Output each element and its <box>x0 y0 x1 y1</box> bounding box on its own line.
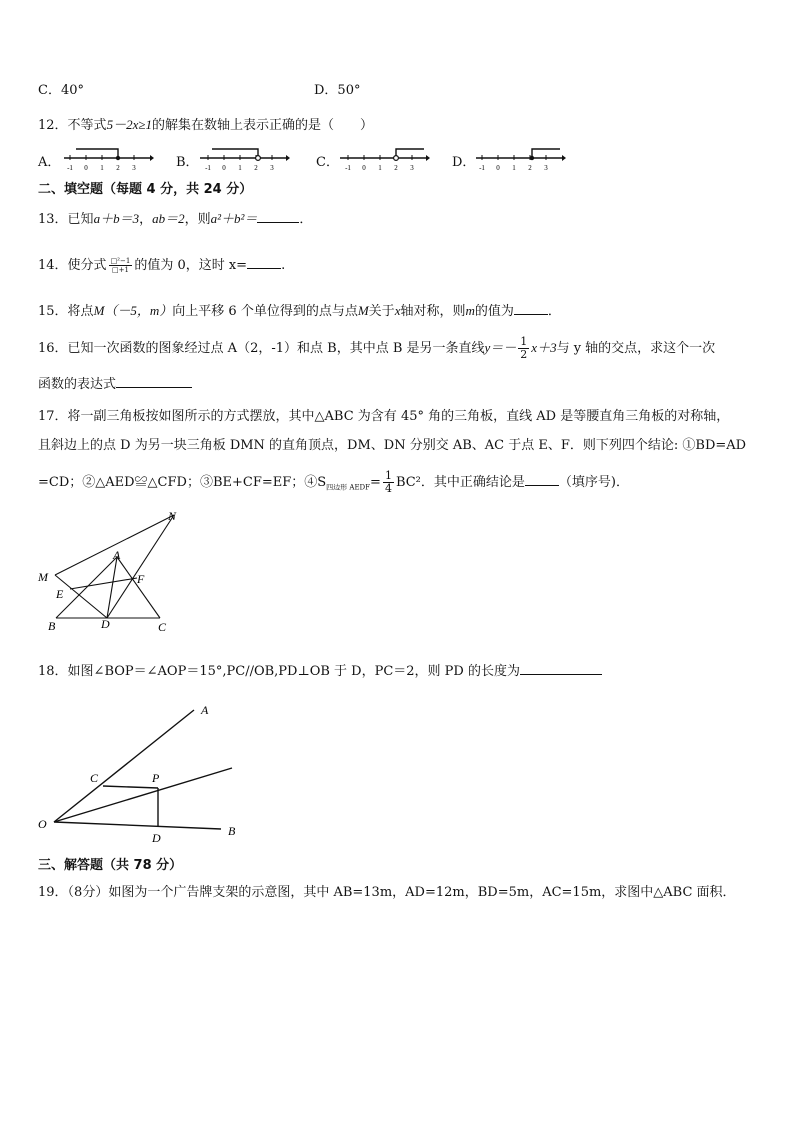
fig18-label-p: P <box>152 771 160 785</box>
q16-text2: 与 y 轴的交点，求这个一次 <box>556 341 716 356</box>
q12-option-d-label[interactable]: D． <box>452 155 476 170</box>
q17-frac-num: 1 <box>384 469 392 482</box>
q14-answer-blank[interactable] <box>247 255 281 269</box>
q12-option-d-numberline <box>474 146 566 174</box>
q15-m: M <box>357 303 369 318</box>
q17-line3 <box>38 470 629 497</box>
q15-m2: m <box>465 303 475 318</box>
q14-question <box>38 255 285 275</box>
fig18-label-d: D <box>152 831 161 845</box>
tick-label: 2 <box>254 164 258 172</box>
q11-option-d: D．50° <box>314 83 361 98</box>
q17-number: 17． <box>38 409 68 424</box>
q12-inequality: 5－2x≥1 <box>106 117 152 132</box>
tick-label: 3 <box>544 164 548 172</box>
q15-x: x <box>394 303 401 318</box>
q14-text-pre: 使分式 <box>67 258 107 273</box>
q12-option-b-label[interactable]: B． <box>176 155 199 170</box>
tick-label: 3 <box>270 164 274 172</box>
q17-answer-blank[interactable] <box>525 472 559 486</box>
q13-number: 13． <box>38 212 68 227</box>
q13-cond1: a＋b＝3 <box>93 211 140 226</box>
q13-answer-blank[interactable] <box>257 209 299 223</box>
tick-label: 3 <box>132 164 136 172</box>
fig17-label-a: A <box>113 548 121 562</box>
q19-question <box>38 884 736 902</box>
q16-eq-pre: y＝－ <box>484 340 517 355</box>
tick-label: -1 <box>205 164 211 172</box>
q16-line2: 函数的表达式 <box>38 377 117 392</box>
fig17-label-d: D <box>101 617 110 631</box>
fig18-label-a: A <box>201 703 209 717</box>
q15-text4: 轴对称，则 <box>400 304 466 319</box>
q16-fraction <box>518 336 529 361</box>
tick-label: 2 <box>394 164 398 172</box>
q16-frac-den: 2 <box>520 348 528 361</box>
q18-text: 如图∠BOP＝∠AOP＝15°,PC//OB,PD⊥OB 于 D，PC＝2，则 PD 的长度为 <box>67 664 520 679</box>
q12-text-post: 的解集在数轴上表示正确的是（ ） <box>151 118 373 133</box>
tick-label: 3 <box>410 164 414 172</box>
tick-label: -1 <box>345 164 351 172</box>
q13-text-mid: ，则 <box>184 212 211 227</box>
q14-frac-den: □+1 <box>111 266 129 274</box>
fig17-label-f: F <box>137 572 145 586</box>
tick-label: 0 <box>222 164 226 172</box>
q15-point: M（－5，m） <box>93 303 173 318</box>
q17-text3a: =CD；②△AED≌△CFD；③BE+CF=EF；④S <box>38 475 327 490</box>
q13-question <box>38 209 312 229</box>
q17-figure <box>34 505 194 635</box>
q16-frac-num: 1 <box>520 335 528 348</box>
q16-number: 16． <box>38 341 68 356</box>
fig17-label-c: C <box>158 620 167 634</box>
q16-question-line1 <box>38 336 715 361</box>
q18-answer-blank[interactable] <box>520 661 602 675</box>
q14-number: 14． <box>38 258 68 273</box>
q17-text1: 将一副三角板按如图所示的方式摆放，其中△ABC 为含有 45° 角的三角板，直线 AD 是等腰直角三角板的对称轴， <box>67 409 730 424</box>
q17-fraction <box>383 470 394 495</box>
fig18-label-o: O <box>38 817 47 831</box>
fig17-label-b: B <box>48 619 56 633</box>
q13-expr: a²＋b²＝ <box>210 211 258 226</box>
q13-sep: ， <box>139 212 153 227</box>
q14-end: . <box>281 258 286 273</box>
q19-text: （8分）如图为一个广告牌支架的示意图，其中 AB=13m，AD=12m，BD=5m，AC=15m，求图中△ABC 面积． <box>67 885 736 900</box>
tick-label: 0 <box>496 164 500 172</box>
q15-text3: 关于 <box>368 304 395 319</box>
tick-label: 1 <box>238 164 242 172</box>
q14-frac-num: □²−1 <box>110 257 131 265</box>
tick-label: 1 <box>378 164 382 172</box>
q12-option-c-numberline <box>338 146 430 174</box>
q16-eq-post: x＋3 <box>531 340 557 355</box>
q15-text: 将点 <box>67 304 94 319</box>
q16-text1: 已知一次函数的图象经过点 A（2，-1）和点 B，其中点 B 是另一条直线 <box>67 341 485 356</box>
q19-number: 19． <box>38 885 68 900</box>
q12-option-c-label[interactable]: C． <box>316 155 339 170</box>
fig17-label-e: E <box>56 587 64 601</box>
tick-label: 1 <box>100 164 104 172</box>
fig18-label-b: B <box>228 824 236 838</box>
q17-subscript: 四边形 AEDF <box>326 483 371 492</box>
q16-answer-blank[interactable] <box>116 374 192 388</box>
q18-number: 18． <box>38 664 68 679</box>
q13-end: ． <box>299 212 313 227</box>
tick-label: -1 <box>67 164 73 172</box>
q18-question <box>38 661 602 681</box>
fig17-label-n: N <box>168 509 177 523</box>
q15-number: 15． <box>38 304 68 319</box>
q15-end: ． <box>547 304 561 319</box>
q12-number: 12． <box>38 118 68 133</box>
q17-frac-den: 4 <box>384 482 392 495</box>
section-fill-in-heading: 二、填空题（每题 4 分，共 24 分） <box>38 182 253 197</box>
q16-question-line2 <box>38 374 192 394</box>
q11-option-c: C．40° <box>38 83 84 98</box>
tick-label: 0 <box>362 164 366 172</box>
q12-option-a-numberline <box>62 146 154 174</box>
q17-line1 <box>38 408 729 426</box>
q14-text-post: 的值为 0，这时 x= <box>134 258 248 273</box>
q12-text-pre: 不等式 <box>67 118 107 133</box>
q15-text2: 向上平移 6 个单位得到的点与点 <box>172 304 358 319</box>
tick-label: 1 <box>512 164 516 172</box>
q15-question <box>38 301 561 321</box>
q15-text5: 的值为 <box>474 304 514 319</box>
q14-fraction <box>109 257 133 274</box>
section-solutions-heading: 三、解答题（共 78 分） <box>38 858 183 873</box>
tick-label: 2 <box>528 164 532 172</box>
q12-option-b-numberline <box>198 146 290 174</box>
tick-label: 0 <box>84 164 88 172</box>
q13-cond2: ab＝2 <box>152 211 185 226</box>
q17-line2: 且斜边上的点 D 为另一块三角板 DMN 的直角顶点，DM、DN 分别交 AB、AC 于点 E、F．则下列四个结论: ①BD=AD <box>38 438 747 453</box>
q12-question <box>38 116 373 135</box>
tick-label: 2 <box>116 164 120 172</box>
q17-eq: = <box>370 475 381 490</box>
q12-option-a-label[interactable]: A． <box>38 155 61 170</box>
tick-label: -1 <box>479 164 485 172</box>
fig18-label-c: C <box>90 771 99 785</box>
q15-answer-blank[interactable] <box>514 301 548 315</box>
fig17-label-m: M <box>38 570 48 584</box>
q18-figure <box>34 698 254 848</box>
q17-text3c: （填序号)． <box>558 475 629 490</box>
q17-text3b: BC²．其中正确结论是 <box>395 475 525 490</box>
q13-text: 已知 <box>67 212 94 227</box>
